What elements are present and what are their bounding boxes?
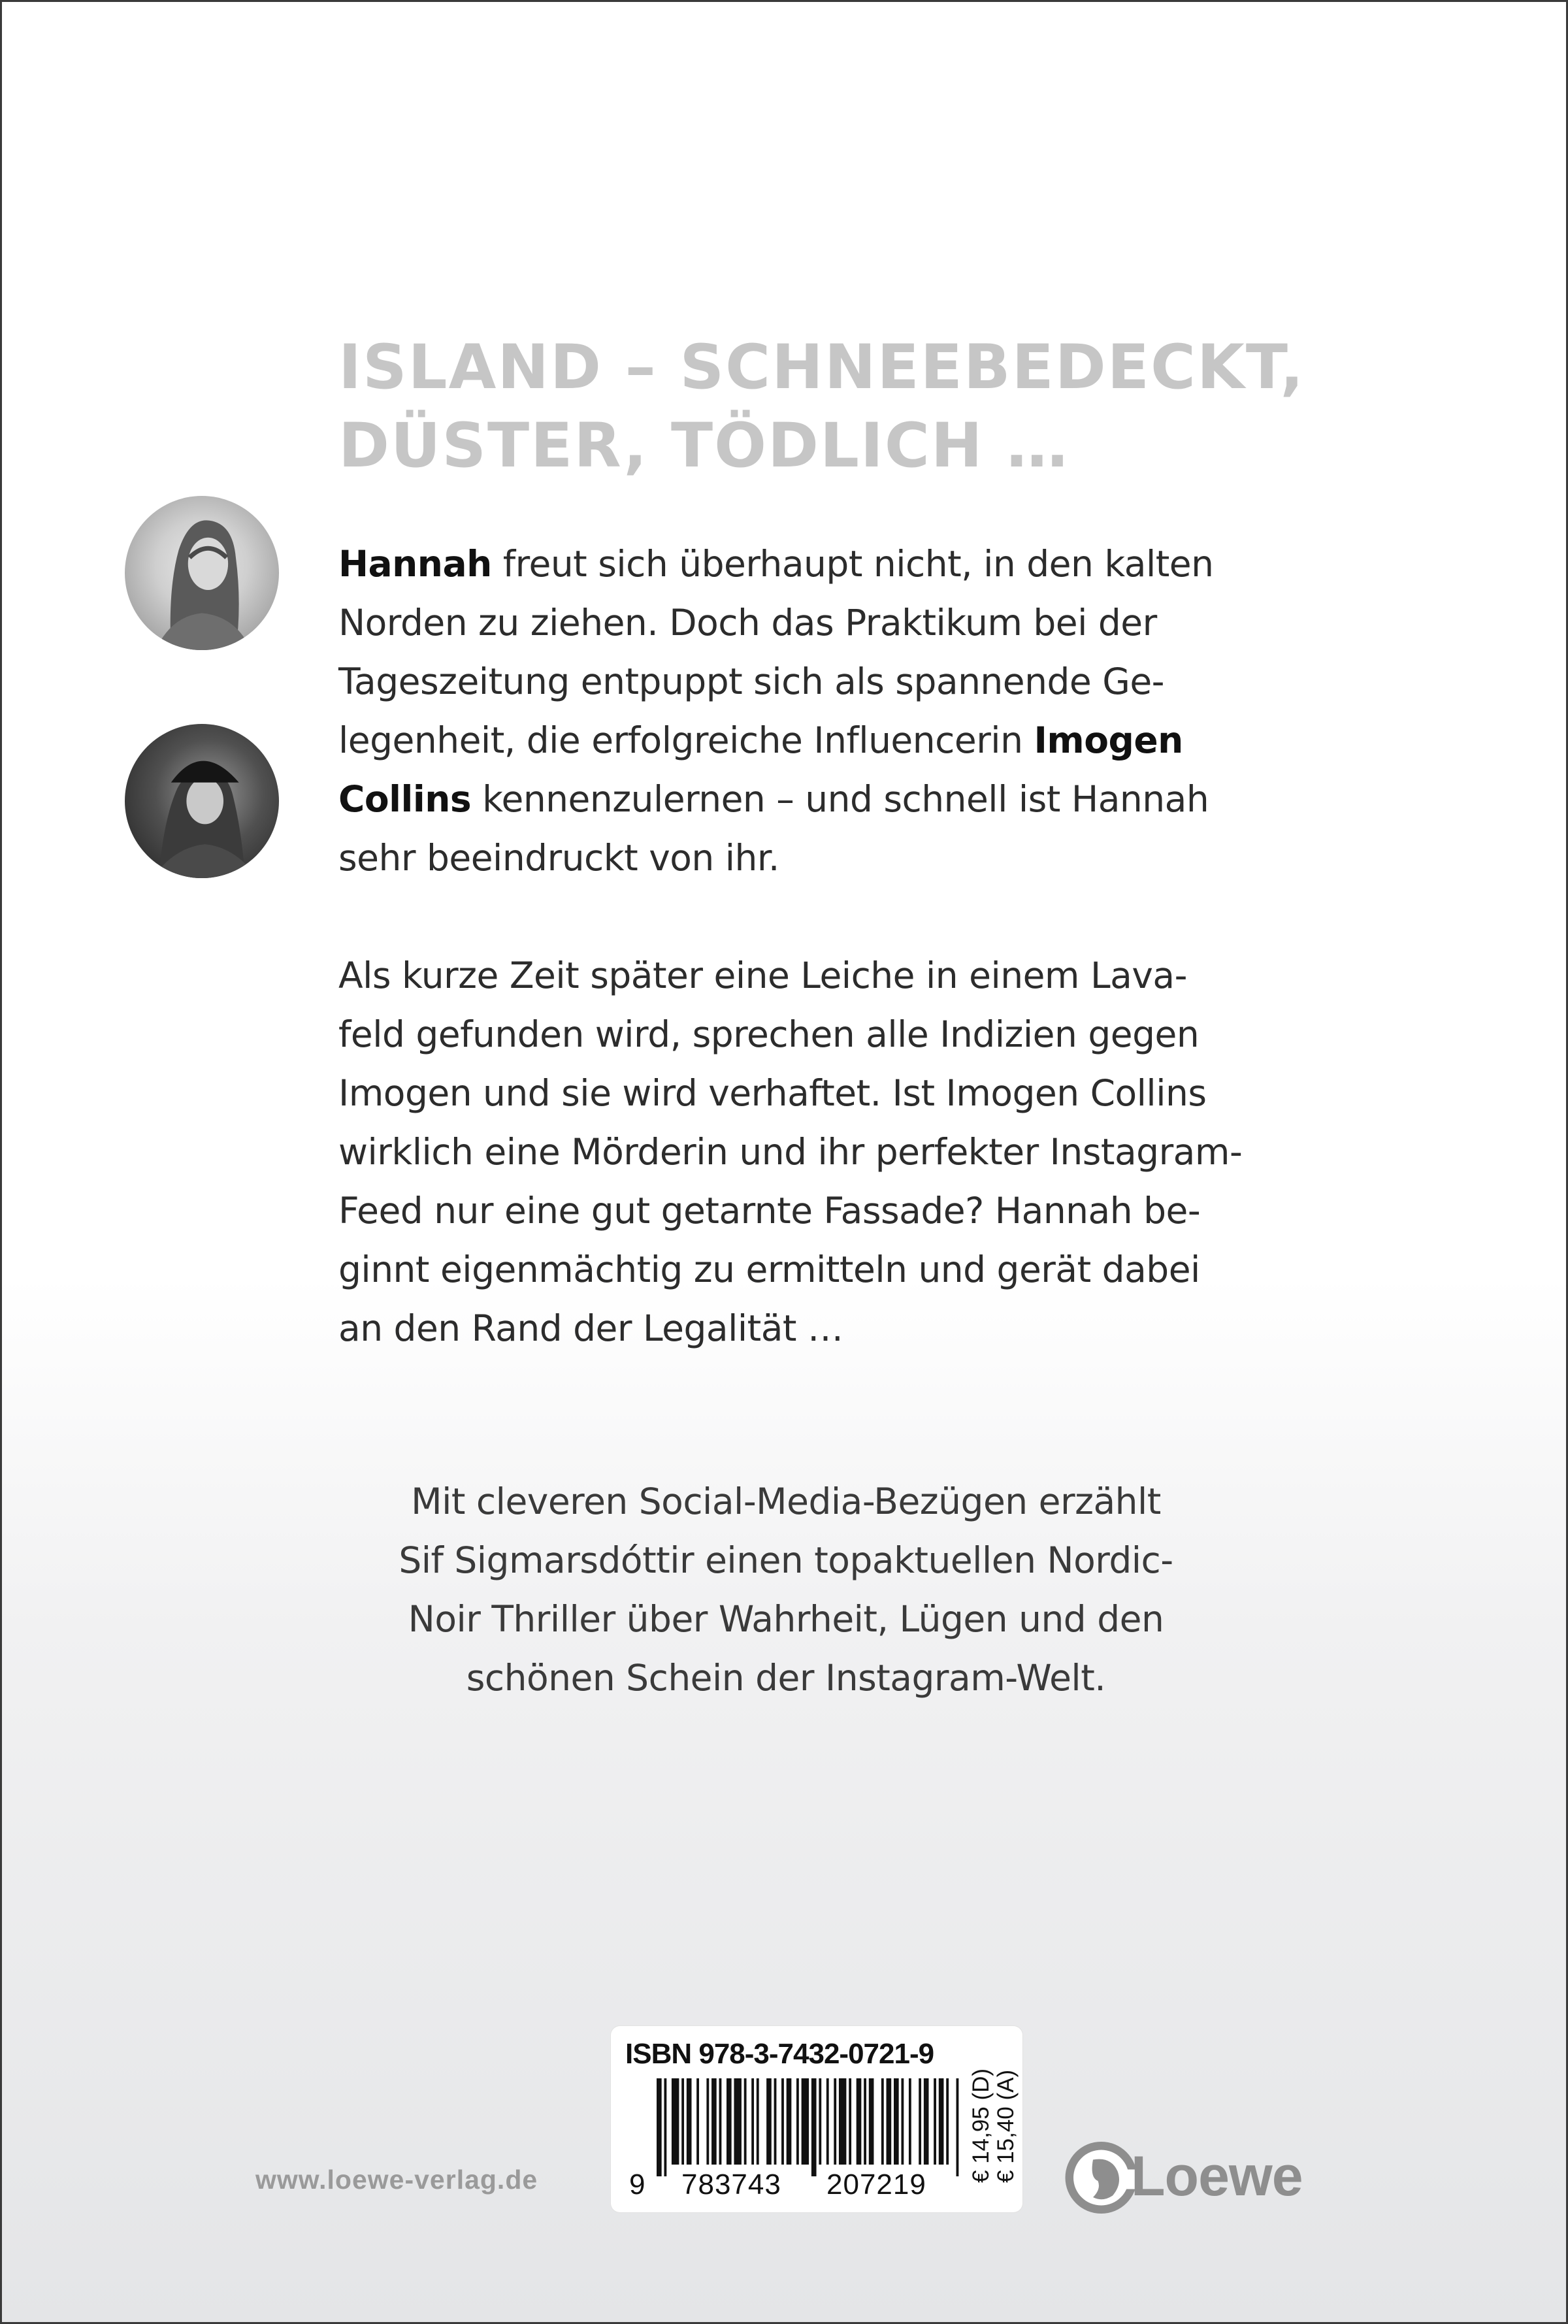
p2-line-6: ginnt eigenmächtig zu ermitteln und gerät dabei [338,1249,1200,1290]
barcode-bar [839,2078,846,2165]
barcode-bar [774,2078,777,2165]
barcode-bar [719,2078,722,2165]
publisher-name: Loewe [1131,2145,1303,2208]
headline-line-1: ISLAND – SCHNEEBEDECKT, [338,332,1305,403]
barcode-bar [657,2078,662,2176]
p2-line-5: Feed nur eine gut getarnte Fassade? Hannah be- [338,1190,1201,1232]
blurb [2,1472,1568,1707]
barcode-bar [924,2078,929,2165]
barcode-bar [706,2078,709,2165]
barcode-bar [811,2078,817,2176]
barcode-bar [864,2078,866,2165]
name-collins: Collins [338,778,472,820]
price-block [969,2069,1019,2183]
p1-line-4-text: legenheit, die erfolgreiche Influencerin [338,719,1034,761]
barcode-bar [849,2078,851,2165]
p1-line-1 [338,534,1358,593]
p2-line-3: Imogen und sie wird verhaftet. Ist Imogen Collins [338,1072,1207,1114]
blurb-line-4: schönen Schein der Instagram-Welt. [466,1657,1106,1699]
barcode-bar [727,2078,732,2165]
barcode-bar [857,2078,862,2165]
p1-line-4 [338,711,1358,770]
name-imogen: Imogen [1034,719,1183,761]
barcode-bar [956,2078,959,2176]
blurb-line-2: Sif Sigmarsdóttir einen topaktuellen Nordic- [399,1539,1173,1581]
barcode-bar [802,2078,809,2165]
barcode-bar [696,2078,699,2165]
p1-line-2: Norden zu ziehen. Doch das Praktikum bei der [338,602,1157,644]
barcode-bar [787,2078,792,2165]
p2-line-1: Als kurze Zeit später eine Leiche in einem Lava- [338,955,1187,996]
barcode-bar [901,2078,904,2165]
barcode-bar [919,2078,921,2165]
imogen-portrait-icon [125,724,279,878]
synopsis-paragraph-1 [338,534,1358,887]
blurb-line-3: Noir Thriller über Wahrheit, Lügen und den [408,1598,1164,1640]
publisher-logo [1060,2135,1335,2220]
barcode-bar [869,2078,874,2165]
p1-line-5 [338,770,1358,828]
p1-line-1-text: freut sich überhaupt nicht, in den kalten [491,543,1214,585]
p1-line-3: Tageszeitung entpuppt sich als spannende Ge- [338,661,1165,702]
barcode-bar [819,2078,821,2165]
headline [338,329,1305,485]
barcode-bar [887,2078,892,2165]
barcode-bar [894,2078,899,2165]
isbn-number: ISBN 978-3-7432-0721-9 [625,2038,934,2070]
barcode-bar [744,2078,747,2165]
barcode-bar [681,2078,684,2165]
headline-line-2: DÜSTER, TÖDLICH … [338,410,1070,482]
barcode-bar [751,2078,754,2165]
barcode-bar [734,2078,741,2165]
p2-line-4: wirklich eine Mörderin und ihr perfekter Instagram- [338,1131,1243,1173]
synopsis-paragraph-2 [338,946,1358,1358]
barcode-icon [657,2078,964,2176]
barcode-bar [711,2078,717,2165]
barcode-bar [946,2078,949,2165]
barcode-bar [909,2078,911,2165]
barcode-bar [664,2078,666,2176]
barcode-digits-right: 207219 [826,2169,926,2201]
p1-line-6: sehr beeindruckt von ihr. [338,837,779,879]
hannah-portrait-icon [125,496,279,650]
barcode-bar [934,2078,936,2165]
barcode-digit-first: 9 [629,2169,646,2201]
price-germany: € 14,95 (D) [968,2068,994,2183]
lion-head-icon [1060,2135,1142,2220]
barcode-bar [757,2078,759,2165]
p2-line-2: feld gefunden wird, sprechen alle Indizien gegen [338,1013,1200,1055]
barcode-bar [834,2078,836,2165]
barcode-bar [672,2078,679,2165]
barcode-bar [781,2078,784,2165]
blurb-line-1: Mit cleveren Social-Media-Bezügen erzählt [411,1481,1161,1522]
barcode-bar [881,2078,884,2165]
barcode-bar [796,2078,799,2165]
p1-line-5-text: kennenzulernen – und schnell ist Hannah [471,778,1209,820]
barcode-bar [687,2078,692,2165]
name-hannah: Hannah [338,543,492,585]
barcode-label [611,2026,1022,2212]
barcode-bar [766,2078,772,2165]
barcode-digits-left: 783743 [681,2169,781,2201]
p2-line-7: an den Rand der Legalität … [338,1307,843,1349]
publisher-website: www.loewe-verlag.de [255,2165,538,2195]
price-austria: € 15,40 (A) [993,2069,1019,2183]
barcode-bar [939,2078,944,2165]
barcode-bar [826,2078,829,2165]
